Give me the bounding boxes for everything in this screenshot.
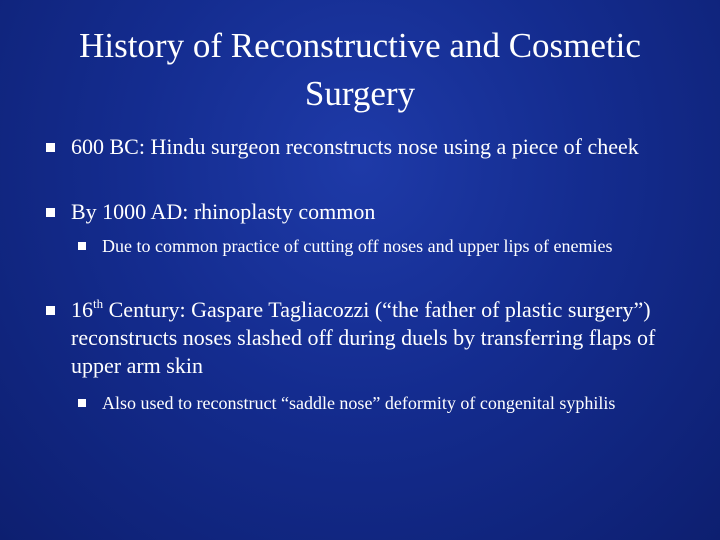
slide-title: History of Reconstructive and Cosmetic Surgery [79,26,641,113]
square-bullet-icon [46,143,55,152]
ordinal-superscript: th [93,296,104,311]
square-bullet-icon [78,399,86,407]
sub-bullet-item [78,234,678,258]
sub-bullet-text: Also used to reconstruct “saddle nose” deformity of congenital syphilis [102,393,616,413]
bullet-item [46,198,686,226]
bullet-item [46,133,686,161]
bullet-text: 600 BC: Hindu surgeon reconstructs nose using a piece of cheek [71,134,639,159]
square-bullet-icon [46,208,55,217]
bullet-item [46,296,686,380]
sub-bullet-text: Due to common practice of cutting off noses and upper lips of enemies [102,236,613,256]
square-bullet-icon [46,306,55,315]
bullet-text: By 1000 AD: rhinoplasty common [71,199,376,224]
bullet-text-rest: Century: Gaspare Tagliacozzi (“the father of plastic surgery”) reconstructs noses slashed off during duels by transferring flaps of upper arm skin [71,297,656,378]
bullet-text [71,296,686,380]
square-bullet-icon [78,242,86,250]
century-number: 16 [71,297,93,322]
sub-bullet-item [78,391,678,415]
